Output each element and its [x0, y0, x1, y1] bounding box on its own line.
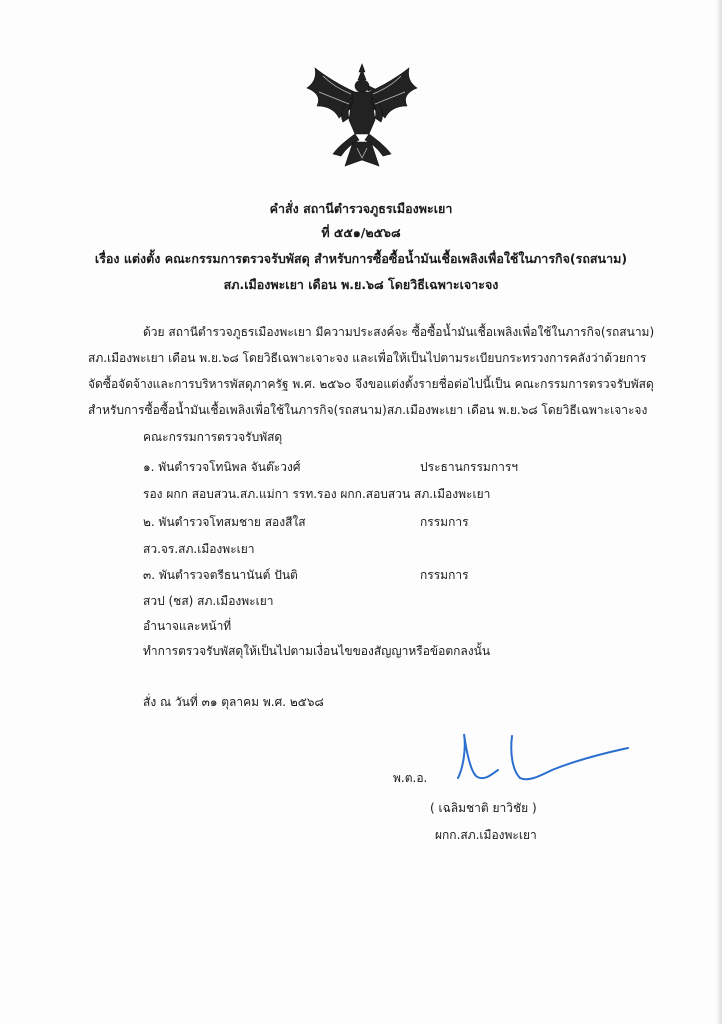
paragraph-line: สภ.เมืองพะเยา เดือน พ.ย.๖๘ โดยวิธีเฉพาะเจาะจง และเพื่อให้เป็นไปตามระเบียบกระทรวงการคลังว่าด้วยการ — [88, 351, 647, 365]
paragraph-line: ด้วย สถานีตำรวจภูธรเมืองพะเยา มีความประสงค์จะ ซื้อซื้อน้ำมันเชื้อเพลิงเพื่อใช้ในภารกิจ(รถสนาม) — [143, 325, 655, 339]
duty-heading: อำนาจและหน้าที่ — [143, 619, 232, 633]
committee-heading: คณะกรรมการตรวจรับพัสดุ — [143, 430, 283, 444]
member-role: กรรมการ — [420, 515, 469, 529]
order-number: ที่ ๕๕๑/๒๕๖๘ — [321, 225, 401, 240]
garuda-emblem — [303, 62, 421, 174]
member-role: ประธานกรรมการฯ — [420, 460, 519, 474]
paragraph-line: สำหรับการซื้อซื้อน้ำมันเชื้อเพลิงเพื่อใช้ในภารกิจ(รถสนาม)สภ.เมืองพะเยา เดือน พ.ย.๖๘ โดยวิธีเฉพาะเจาะจง — [88, 403, 648, 417]
member-name: ๒. พันตำรวจโทสมชาย สองสีใส — [143, 515, 306, 529]
signatory-name: ( เฉลิมชาติ ยาวิชัย ) — [430, 801, 537, 815]
member-position: สว.จร.สภ.เมืองพะเยา — [143, 542, 255, 556]
member-name: ๑. พันตำรวจโทนิพล จันต๊ะวงศ์ — [143, 460, 301, 474]
member-position: สวป (ชส) สภ.เมืองพะเยา — [143, 594, 274, 608]
member-name: ๓. พันตำรวจตรีธนานันต์ ปันติ — [143, 568, 298, 582]
order-date: สั่ง ณ วันที่ ๓๑ ตุลาคม พ.ศ. ๒๕๖๘ — [143, 695, 324, 709]
member-position: รอง ผกก สอบสวน.สภ.แม่กา รรท.รอง ผกก.สอบสวน สภ.เมืองพะเยา — [143, 487, 491, 501]
subject-line-1: เรื่อง แต่งตั้ง คณะกรรมการตรวจรับพัสดุ สำหรับการซื้อซื้อน้ำมันเชื้อเพลิงเพื่อใช้ในภารกิจ(รถสนาม) — [94, 251, 628, 266]
signatory-position: ผกก.สภ.เมืองพะเยา — [435, 828, 537, 842]
duty-text: ทำการตรวจรับพัสดุให้เป็นไปตามเงื่อนไขของสัญญาหรือข้อตกลงนั้น — [143, 644, 491, 658]
page-edge-shadow — [716, 0, 722, 1024]
paragraph-line: จัดซื้อจัดจ้างและการบริหารพัสดุภาครัฐ พ.ศ. ๒๕๖๐ จึงขอแต่งตั้งรายชื่อต่อไปนี้เป็น คณะกรรมการตรวจรับพัสดุ — [88, 377, 654, 391]
order-title: คำสั่ง สถานีตำรวจภูธรเมืองพะเยา — [269, 201, 453, 216]
signature-scribble — [440, 726, 630, 790]
member-role: กรรมการ — [420, 568, 469, 582]
signature-rank: พ.ต.อ. — [393, 771, 428, 785]
subject-line-2: สภ.เมืองพะเยา เดือน พ.ย.๖๘ โดยวิธีเฉพาะเจาะจง — [223, 277, 499, 292]
